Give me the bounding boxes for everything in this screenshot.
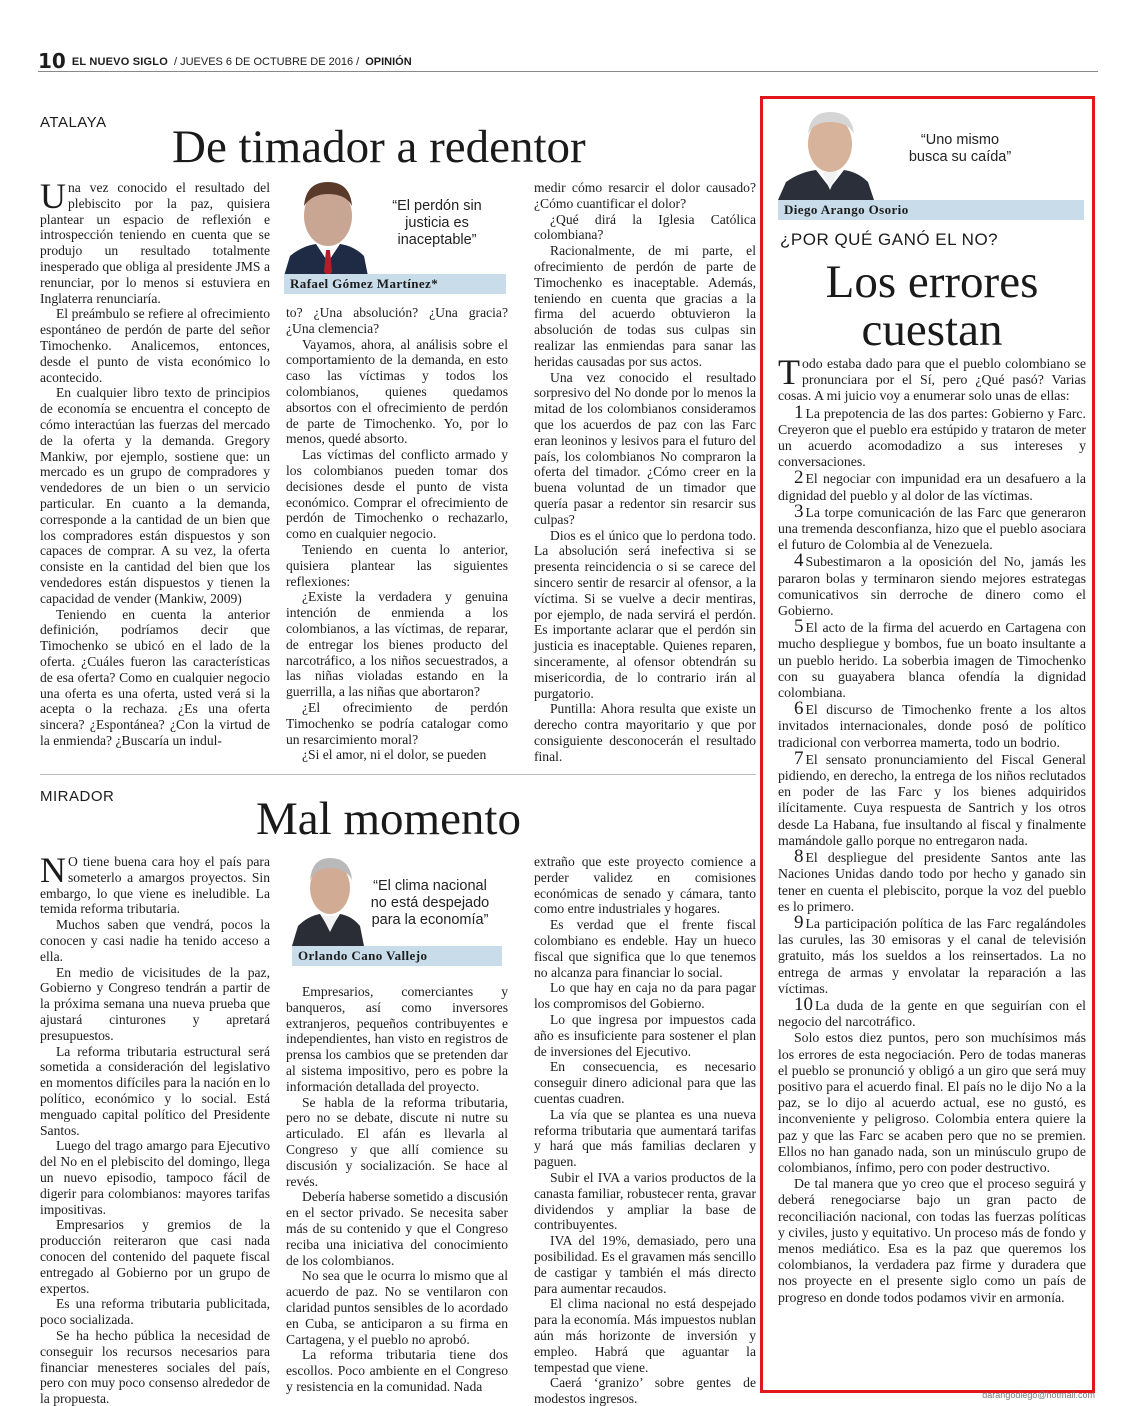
point-number: 6 <box>794 698 804 720</box>
point-text: La duda de la gente en que seguirían con el negocio del narcotráfico. <box>778 997 1086 1030</box>
page-header <box>38 48 1098 72</box>
paragraph: ¿Si el amor, ni el dolor, se pueden <box>302 747 487 763</box>
paragraph: extraño que este proyecto comience a perder validez en comisiones económicas de senado y cámara, tanto como entre industriales y hogares. <box>534 854 756 917</box>
numbered-point <box>778 911 1086 997</box>
article-column-atalaya-3 <box>534 180 756 764</box>
point-text: Subestimaron a la oposición del No, jamás les pararon bolas y terminaron siendo mejores estrategas comunicativos sin derroche de dinero como el Gobierno. <box>778 554 1086 619</box>
author-email: darangodiego@hotmail.com <box>982 1390 1095 1400</box>
paragraph: Teniendo en cuenta lo anterior, quisiera plantear las siguientes reflexiones: <box>286 541 508 589</box>
point-number: 8 <box>794 846 804 868</box>
paragraph: to? ¿Una absolución? ¿Una gracia? ¿Una clemencia? <box>286 305 508 336</box>
point-number: 5 <box>794 616 804 638</box>
paragraph: El preámbulo se refiere al ofrecimiento espontáneo de perdón de parte del señor Timochenko. Analicemos, entonces, desde el punto de vista económico lo acontecido. <box>40 306 270 385</box>
dropcap: U <box>40 176 66 216</box>
paragraph: Empresarios y gremios de la producción reiteraron que casi nada conocen del contenido del paquete fiscal entregado al Gobierno por un grupo de expertos. <box>40 1217 270 1296</box>
paragraph: Se ha hecho pública la necesidad de conseguir los recursos necesarios para financiar menesteres sociales del país, pero con muy poco consenso alrededor de la propuesta. <box>40 1327 270 1406</box>
article-column-atalaya-1 <box>40 176 270 749</box>
paragraph: Una vez conocido el resultado sorpresivo del No donde por lo menos la mitad de los colombianos consideramos que los acuerdos de paz con las Farc eran leoninos y lesivos para el futuro del país, los colombianos No compraron la oferta del timador. ¿Cómo creer en la buena voluntad de un timador que quería pasar a redentor sin resarcir sus culpas? <box>534 369 756 527</box>
paragraph: En consecuencia, es necesario conseguir dinero adicional para que las cuentas cuadren. <box>534 1059 756 1106</box>
numbered-point <box>778 616 1086 701</box>
dropcap: N <box>40 850 66 890</box>
paragraph: odo estaba dado para que el pueblo colombiano se pronunciara por el Sí, pero ¿Qué pasó? Varias cosas. A mi juicio voy a enumerar solo unas de ellas: <box>778 356 1086 404</box>
publication-date: / JUEVES 6 DE OCTUBRE DE 2016 / <box>173 56 360 68</box>
paragraph: Dios es el único que lo perdona todo. La absolución será inefectiva si se presenta reincidencia o si se carece del sincero sentir de resarcir al ofensor, a la víctima. Si se vuelve a decir mentiras, por ejemplo, de nada servirá el perdón. Es importante aclarar que el perdón sin justicia es inaceptable. Quienes reparen, sinceramente, al ofensor obtendrán su misericordia, de lo contrario irán al purgatorio. <box>534 527 756 701</box>
point-text: El negociar con impunidad era un desafuero a la dignidad del pueblo y al dolor de las víctimas. <box>778 471 1086 503</box>
paragraph: La reforma tributaria tiene dos escollos. Poco ambiente en el Congreso y resistencia en la comunidad. Nada <box>286 1347 508 1394</box>
pull-quote-opinion: “Uno mismo busca su caída” <box>908 132 1012 165</box>
paragraph: Racionalmente, de mi parte, el ofrecimiento de perdón de parte de Timochenko es inaceptable. Además, teniendo en cuenta que gracias a la firma del acuerdo obtuvieron la absolución de todas sus culpas sin realizar las enmiendas para sanar las heridas causadas por sus actos. <box>534 243 756 369</box>
numbered-point <box>778 401 1086 471</box>
section-name: OPINIÓN <box>365 56 412 68</box>
paragraph: Las víctimas del conflicto armado y los colombianos pueden tomar dos decisiones desde el punto de vista económico. Comprar el ofrecimiento de perdón de Timochenko o rechazarlo, como en cualquier negocio. <box>286 447 508 542</box>
paragraph: Se habla de la reforma tributaria, pero no se debate, discute ni nutre su articulado. El afán es llevarla al Congreso y que allí comience su discusión y socialización. Se hace al revés. <box>286 1094 508 1189</box>
paragraph: La reforma tributaria estructural será sometida a consideración del legislativo en momentos difíciles para la nación en lo político, económico y lo social. Está menguado capital político del Presidente Santos. <box>40 1043 270 1138</box>
paragraph: Es una reforma tributaria publicitada, poco socializada. <box>40 1296 270 1328</box>
paragraph: La vía que se plantea es una nueva reforma tributaria que aumentará tarifas y hará que más familias declaren y paguen. <box>534 1106 756 1170</box>
point-number: 9 <box>794 911 804 933</box>
article-column-mirador-3 <box>534 854 756 1406</box>
paragraph: De tal manera que yo creo que el proceso seguirá y deberá renegociarse bajo un gran pacto de reconciliación nacional, con todas las fuerzas políticas y civiles, justo y equitativo. Un proceso más de fondo y menos mediático. Esa es la paz que queremos los colombianos, la verdadera paz firme y duradera que nos proyecte en el presente siglo como un país de progreso en donde todos podamos vivir en armonía. <box>778 1176 1086 1305</box>
publication-name: EL NUEVO SIGLO <box>71 56 168 68</box>
paragraph: O tiene buena cara hoy el país para someterlo a amargos proyectos. Sin embargo, lo que viene es ineludible. La temida reforma tributaria. <box>40 854 270 917</box>
headline-atalaya: De timador a redentor <box>172 121 586 173</box>
numbered-point <box>778 747 1086 849</box>
paragraph: Teniendo en cuenta la anterior definición, podríamos decir que Timochenko se ubicó en el lado de la oferta. ¿Cuáles fueron las características de esa oferta? Como en cualquier negocio una oferta es una oferta, usted verá si la acepta o la rechaza. ¿Es una oferta sincera? ¿Espontánea? ¿Con la virtud de la enmienda? ¿Buscaría un indul- <box>40 606 270 748</box>
paragraph: ¿El ofrecimiento de perdón Timochenko se podría catalogar como un resarcimiento moral? <box>286 699 508 747</box>
paragraph: No sea que le ocurra lo mismo que al acuerdo de paz. No se ventilaron con claridad puntos sensibles de lo acordado en Cuba, se anticiparon a su firma en Cartagena, y el pueblo no aprobó. <box>286 1268 508 1347</box>
point-text: La prepotencia de las dos partes: Gobierno y Farc. Creyeron que el pueblo era estúpido y trataron de meter un acuerdo acomodadizo a sus intereses y conversaciones. <box>778 405 1086 470</box>
point-number: 2 <box>794 467 804 489</box>
author-photo <box>292 846 364 946</box>
point-text: El discurso de Timochenko frente a los altos invitados internacionales, donde posó de político tradicional con verborrea mamerta, todo un bodrio. <box>778 702 1086 750</box>
paragraph: IVA del 19%, demasiado, pero una posibilidad. Es el gravamen más sencillo de castigar y también el más directo para aumentar recaudos. <box>534 1233 756 1296</box>
article-column-opinion <box>778 352 1086 1306</box>
article-kicker: ¿POR QUÉ GANÓ EL NO? <box>780 230 999 249</box>
paragraph: ¿Existe la verdadera y genuina intención de enmienda a los colombianos, a las víctimas, de reparar, de entregar los bienes producto del narcotráfico, a los niños secuestrados, a las niñas violadas estando en la guerrilla, a las niñas que abortaron? <box>286 589 508 700</box>
paragraph: ¿Qué dirá la Iglesia Católica colombiana? <box>534 211 756 243</box>
paragraph: El clima nacional no está despejado para la economía. Más impuestos nublan aún más horizonte de inversión y empleo. Habrá que aguantar la tempestad que viene. <box>534 1296 756 1375</box>
paragraph: Solo estos diez puntos, pero son muchísimos más los errores de esta negociación. Pero de todas maneras el pueblo se pronunció y obligó a un giro que será muy positivo para el acuerdo final. El país no le dijo No a la paz, se lo dijo al acuerdo actual, ese no gustó, es inconveniente y peligroso. Colombia entera quiere la paz y que las Farc se acaben pero que no se premien. Ellos no han ganado nada, son un minúsculo grupo de colombianos, ínfimo, pero con poder destructivo. <box>778 1030 1086 1175</box>
page-number: 10 <box>38 49 66 73</box>
author-photo <box>778 104 874 200</box>
headline-line: Los errores <box>825 256 1039 308</box>
author-name-mirador: Orlando Cano Vallejo <box>292 946 502 966</box>
point-number: 4 <box>794 550 804 572</box>
section-label-mirador: MIRADOR <box>40 788 115 805</box>
author-name-opinion: Diego Arango Osorio <box>778 200 1084 220</box>
pull-quote-atalaya: “El perdón sin justicia es inaceptable” <box>392 198 482 248</box>
author-name-atalaya: Rafael Gómez Martínez* <box>284 274 506 294</box>
paragraph: En cualquier libro texto de principios de economía se encuentra el concepto de cómo interactúan las fuerzas del mercado de la oferta y la demanda. Gregory Mankiw, por ejemplo, sostiene que: un mercado es un grupo de compradores y vendedores de un bien o un servicio particular. En cuanto a la demanda, corresponde a la cantidad de un bien que los compradores están dispuestos y son capaces de comprar. A su vez, la oferta consiste en la cantidad del bien que los vendedores están dispuestos y tienen la capacidad de vender (Mankiw, 2009) <box>40 385 270 606</box>
dropcap: T <box>778 352 800 392</box>
point-text: La torpe comunicación de las Farc que generaron una tremenda desconfianza, hizo que el pueblo asociara el futuro de Colombia al de Venezuela. <box>778 504 1086 553</box>
headline-mirador: Mal momento <box>256 793 521 845</box>
author-box-opinion <box>778 104 1084 220</box>
author-photo <box>284 172 368 276</box>
paragraph: Caerá ‘granizo’ sobre gentes de modestos ingresos. <box>534 1375 756 1406</box>
point-number: 10 <box>794 993 813 1015</box>
paragraph: medir cómo resarcir el dolor causado? ¿Cómo cuantificar el dolor? <box>534 180 756 211</box>
section-label-atalaya: ATALAYA <box>40 114 107 131</box>
paragraph: Es verdad que el frente fiscal colombiano es endeble. Hay un hueco fiscal que significa que lo que tenemos no alcanza para financiar lo social. <box>534 917 756 980</box>
author-box-mirador <box>292 846 502 968</box>
point-text: La participación política de las Farc regalándoles las curules, las 30 emisoras y el canal de televisión gratuito, más los sueldos a los reinsertados. La no entrega de armas y envolatar la reparación a las víctimas. <box>778 915 1086 996</box>
author-box-atalaya <box>284 172 508 298</box>
paragraph: Luego del trago amargo para Ejecutivo del No en el plebiscito del domingo, llega un nuevo episodio, tampoco fácil de digerir para colombianos: mayores tarifas impositivas. <box>40 1138 270 1217</box>
paragraph: Debería haberse sometido a discusión en el sector privado. Se necesita saber más de su contenido y que el Congreso reciba una iniciativa del conocimiento de los colombianos. <box>286 1189 508 1268</box>
paragraph: Puntilla: Ahora resulta que existe un derecho contra mayoritario y que por consiguiente desconocerán el resultado final. <box>534 701 756 764</box>
paragraph: Empresarios, comerciantes y banqueros, así como inversores extranjeros, pequeños contribuyentes e independientes, han visto en registros de prensa los cambios que se pretenden dar al sistema impositivo, pero es pobre la información detallada del proyecto. <box>286 984 508 1094</box>
pull-quote-mirador: “El clima nacional no está despejado para la economía” <box>370 878 490 928</box>
point-number: 1 <box>794 401 804 423</box>
numbered-point <box>778 550 1086 619</box>
point-number: 3 <box>794 500 804 522</box>
paragraph: Lo que ingresa por impuestos cada año es insuficiente para sostener el plan de inversiones del Ejecutivo. <box>534 1011 756 1059</box>
paragraph: Subir el IVA a varios productos de la canasta familiar, robustecer renta, gravar dividendos y ampliar la base de contribuyentes. <box>534 1169 756 1233</box>
point-text: El sensato pronunciamiento del Fiscal General pidiendo, en derecho, la entrega de los niños reclutados en poder de las Farc y los bienes adquiridos ilícitamente. Cuya respuesta de Santrich y los otros desde La Habana, fue insultando al fiscal y finalmente mamándole gallo porque no entregaron nada. <box>778 751 1086 848</box>
point-text: El despliegue del presidente Santos ante las Naciones Unidas dando todo por hecho y ganado sin tener en cuenta el plebiscito, porque la voz del pueblo es lo primero. <box>778 850 1086 914</box>
paragraph: na vez conocido el resultado del plebiscito por la paz, quisiera plantear un espacio de reflexión e introspección teniendo en cuenta que se produjo un resultado totalmente inesperado que obliga al presidente JMS a renunciar, por lo menos si estuviera en Inglaterra renunciaría. <box>40 180 270 306</box>
point-text: El acto de la firma del acuerdo en Cartagena con mucho despliegue y bombos, fue un boato insultante a un pueblo herido. La soberbia imagen de Timochenko con su guayabera blanca ofendía la dignidad colombiana. <box>778 620 1086 701</box>
numbered-point <box>778 467 1086 503</box>
paragraph: Muchos saben que vendrá, pocos la conocen y casi nadie ha tenido acceso a ella. <box>40 917 270 964</box>
paragraph: Lo que hay en caja no da para pagar los compromisos del Gobierno. <box>534 980 756 1012</box>
numbered-point <box>778 846 1086 915</box>
headline-line: cuestan <box>861 304 1003 356</box>
article-column-atalaya-2 <box>286 305 508 763</box>
section-divider <box>40 774 756 775</box>
paragraph: En medio de vicisitudes de la paz, Gobierno y Congreso tendrán a partir de la próxima semana una nueva prueba que ajustará cinturones y apretará presupuestos. <box>40 964 270 1043</box>
numbered-point <box>778 500 1086 554</box>
article-column-mirador-1 <box>40 850 270 1406</box>
headline-opinion <box>768 258 1096 354</box>
numbered-point <box>778 698 1086 751</box>
paragraph: Vayamos, ahora, al análisis sobre el comportamiento de la demanda, en esto caso las víctimas y todos los colombianos, quienes quedamos absortos con el ofrecimiento de perdón de parte de Timochenko. Yo, por lo menos, quedé absorto. <box>286 336 508 447</box>
numbered-point <box>778 993 1086 1030</box>
article-column-mirador-2 <box>286 984 508 1395</box>
point-number: 7 <box>794 747 804 769</box>
